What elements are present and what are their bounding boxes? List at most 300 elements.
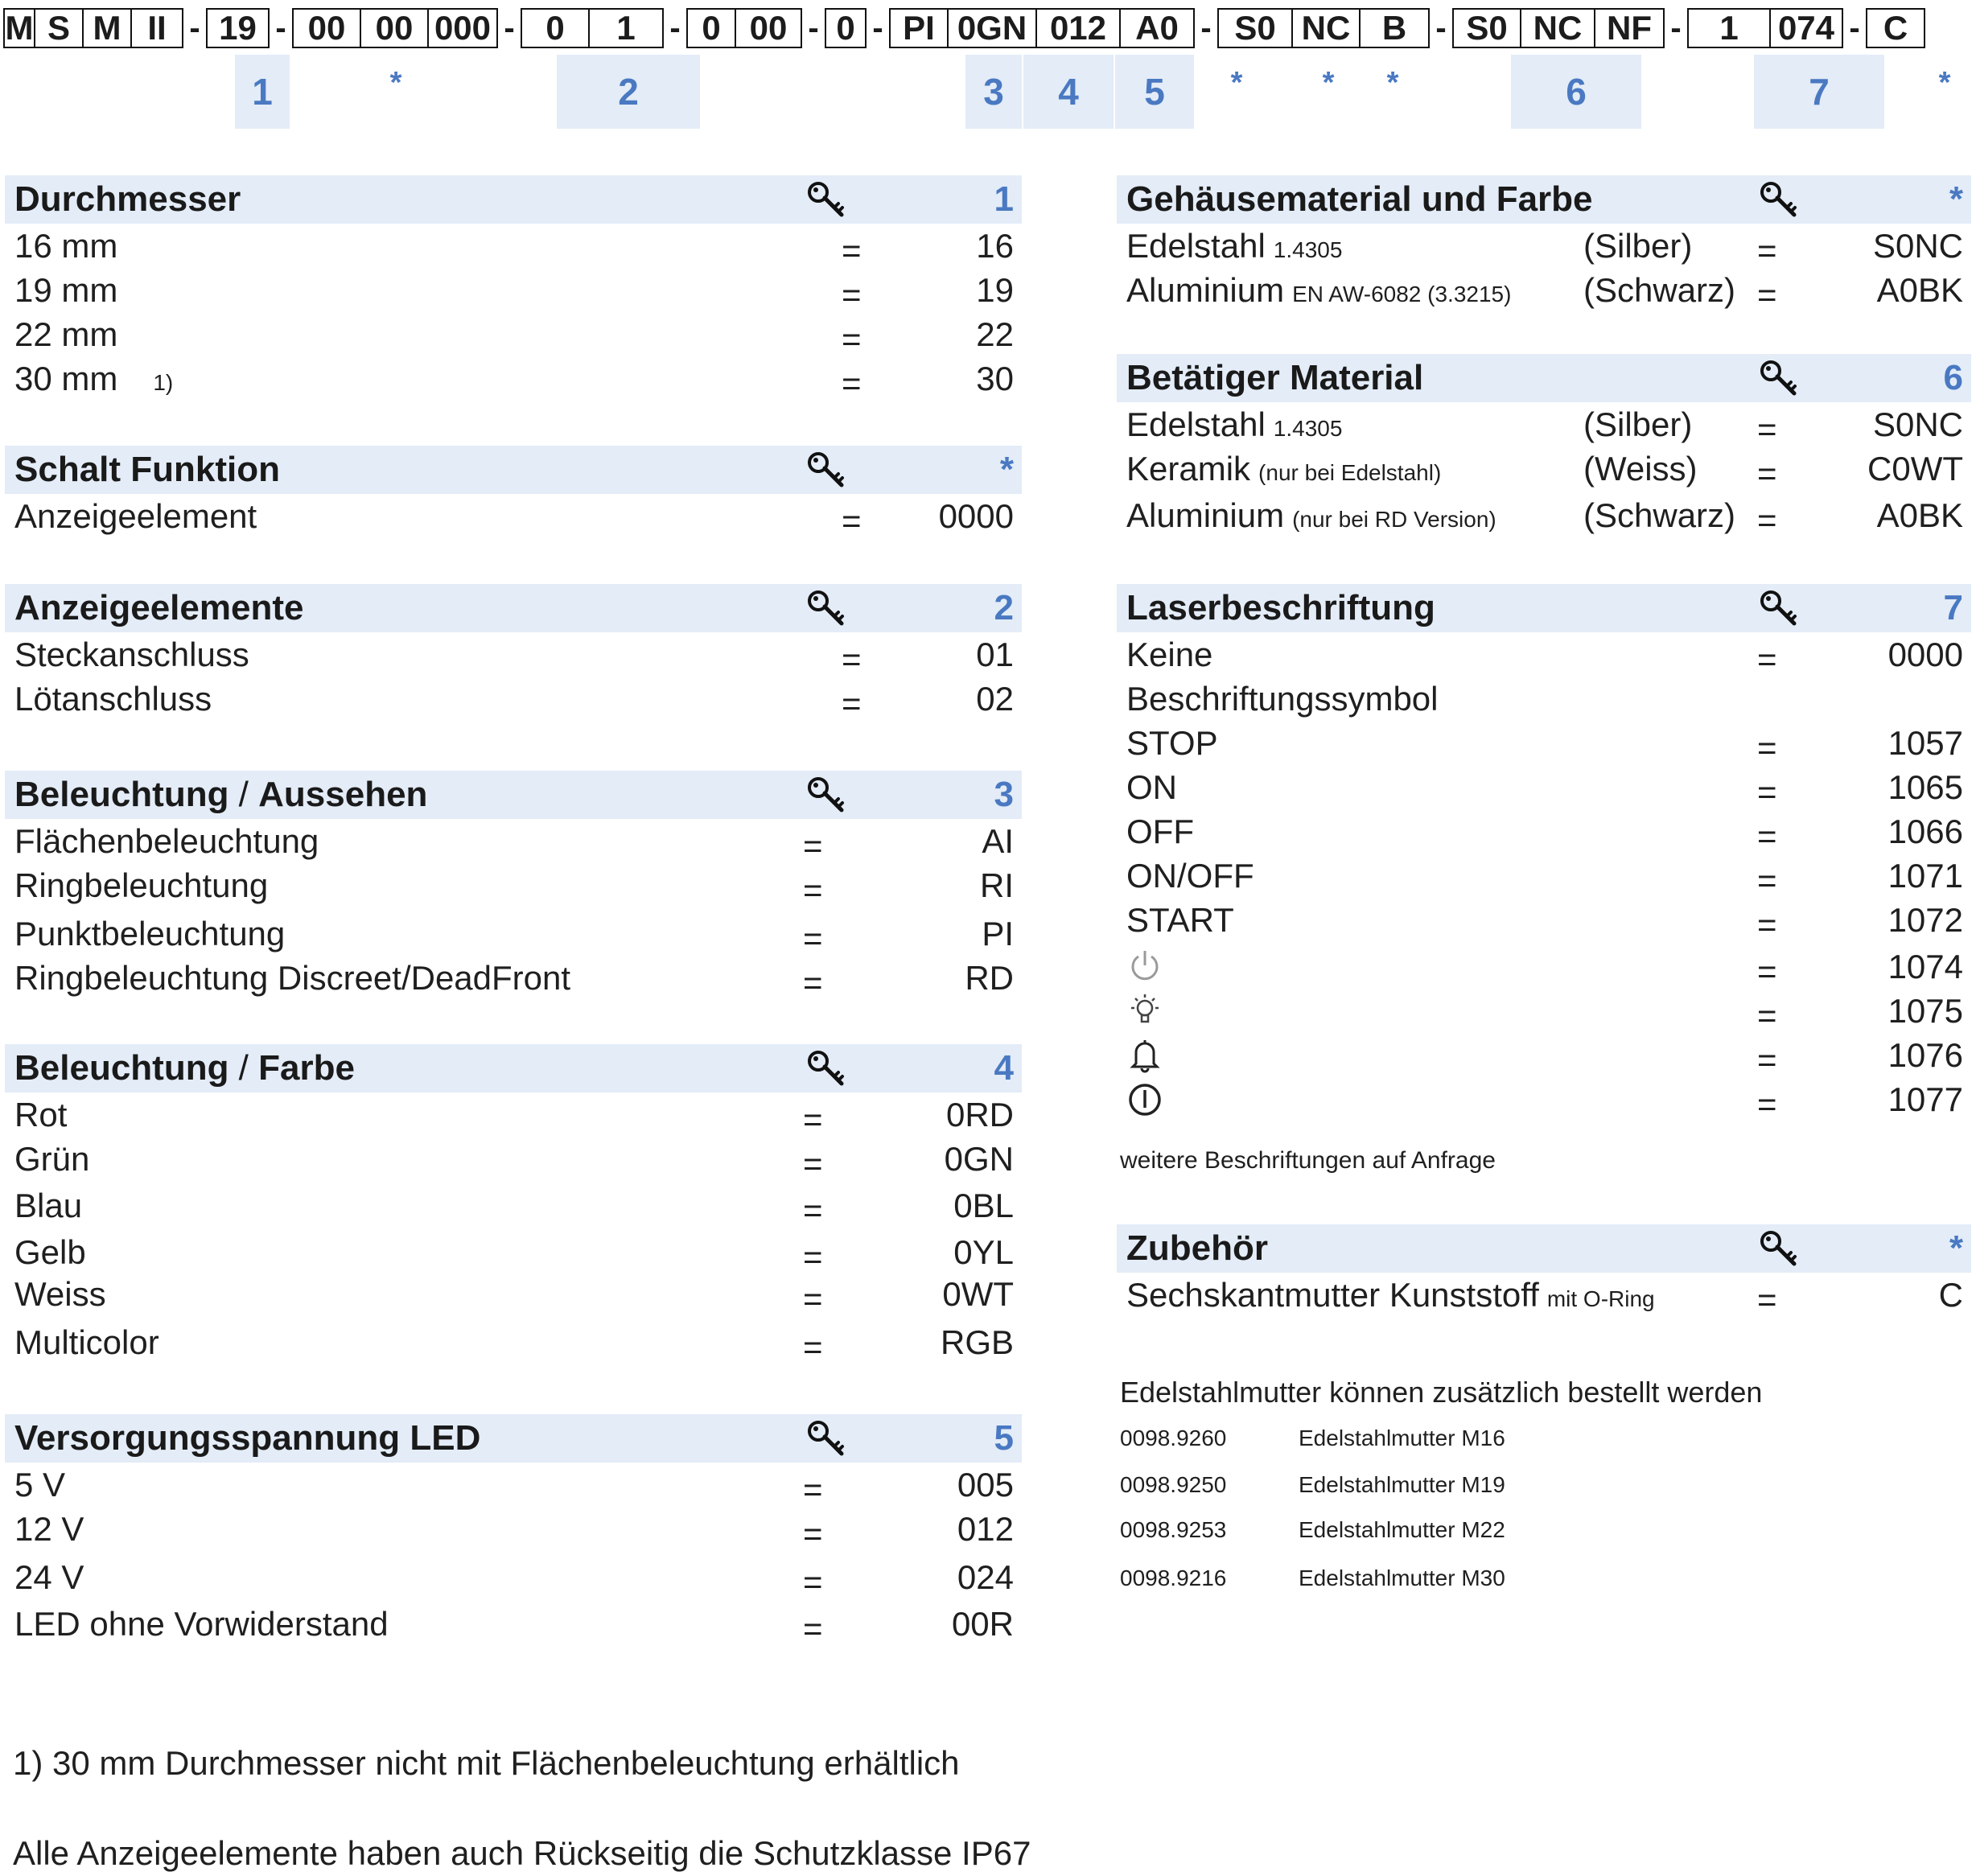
option-label <box>14 680 212 718</box>
option-label <box>14 1275 106 1314</box>
bell-icon <box>1125 1035 1165 1075</box>
option-row <box>1117 224 1971 268</box>
equals-sign: = <box>842 685 862 722</box>
section-header <box>5 1044 1022 1092</box>
option-code: 0WT <box>942 1275 1014 1313</box>
option-code: AI <box>982 822 1014 860</box>
key-icon <box>806 1419 846 1459</box>
section-index: 6 <box>1943 358 1963 397</box>
nut-article-code: 0098.9216 <box>1120 1565 1227 1590</box>
option-label-text: Ringbeleuchtung Discreet/DeadFront <box>14 959 571 997</box>
left-section <box>5 1414 1022 1646</box>
option-code: 024 <box>957 1558 1014 1596</box>
option-label-text: Lötanschluss <box>14 680 212 718</box>
code-cell: 000 <box>434 9 492 47</box>
code-dash: - <box>1670 10 1682 46</box>
option-color: (Silber) <box>1583 405 1693 443</box>
left-section <box>5 446 1022 538</box>
option-code: 1057 <box>1887 724 1963 762</box>
equals-sign: = <box>1757 817 1777 855</box>
left-section <box>5 175 1022 401</box>
equals-sign: = <box>1757 1281 1777 1319</box>
option-label <box>1126 450 1441 488</box>
option-label <box>14 1323 159 1362</box>
code-dash: - <box>1200 10 1212 46</box>
option-label-text: Aluminium <box>1126 271 1285 309</box>
option-label <box>14 1187 82 1225</box>
option-row <box>1117 1077 1971 1121</box>
section-index: 5 <box>994 1418 1014 1458</box>
option-code: 1065 <box>1887 768 1963 806</box>
code-cell: 0 <box>688 10 736 47</box>
right-section-housing <box>1117 175 1971 312</box>
code-index-position: 4 <box>1023 55 1114 129</box>
code-index-position: 7 <box>1754 55 1884 129</box>
code-cell: A0 <box>1135 9 1179 47</box>
footnote-2: Alle Anzeigeelemente haben auch Rückseitig die Schutzklasse IP67 <box>13 1834 1031 1872</box>
equals-sign: = <box>1757 501 1777 539</box>
option-code: 30 <box>976 360 1014 397</box>
option-label-detail: mit O-Ring <box>1546 1286 1655 1311</box>
left-section <box>5 584 1022 721</box>
option-code: 1074 <box>1887 948 1963 985</box>
code-dash: - <box>189 10 200 46</box>
section-index: * <box>1949 179 1963 219</box>
key-icon <box>1759 1229 1799 1269</box>
option-code: 1071 <box>1887 857 1963 895</box>
option-row <box>1117 1033 1971 1077</box>
equals-sign: = <box>1757 773 1777 811</box>
option-label-text: 30 mm <box>14 360 118 397</box>
option-row <box>5 1555 1022 1602</box>
option-row <box>5 677 1022 721</box>
code-group <box>1866 8 1925 48</box>
option-label <box>14 1558 84 1597</box>
code-dash: - <box>669 10 681 46</box>
key-icon <box>1759 359 1799 399</box>
equals-sign: = <box>1757 729 1777 767</box>
code-cell: 0 <box>522 10 590 47</box>
key-icon <box>1759 180 1799 220</box>
code-cell: NF <box>1607 9 1652 47</box>
code-cell: 0GN <box>949 10 1037 47</box>
option-row <box>5 1092 1022 1137</box>
equals-sign: = <box>1757 276 1777 314</box>
option-label <box>14 1233 86 1272</box>
section-index: * <box>999 450 1014 489</box>
option-code: 0000 <box>938 497 1014 535</box>
equals-sign: = <box>803 871 823 909</box>
nut-name: Edelstahlmutter M16 <box>1299 1426 1505 1450</box>
option-label-text: Steckanschluss <box>14 636 249 673</box>
code-index-position: 6 <box>1511 55 1641 129</box>
option-row <box>5 911 1022 956</box>
laser-note: weitere Beschriftungen auf Anfrage <box>1120 1147 1496 1174</box>
option-row <box>1117 989 1971 1033</box>
option-label-text: OFF <box>1126 813 1194 850</box>
code-cell: S0 <box>1454 10 1521 47</box>
code-group <box>3 8 183 48</box>
option-code: 005 <box>957 1466 1014 1504</box>
code-cell: S <box>35 10 84 47</box>
section-index: 1 <box>994 179 1014 219</box>
option-code: PI <box>982 915 1014 952</box>
option-code: 0GN <box>944 1140 1014 1178</box>
equals-sign: = <box>842 320 862 358</box>
option-code: 19 <box>976 271 1014 309</box>
option-label-text: Beschriftungssymbol <box>1126 680 1439 718</box>
code-cell: S0 <box>1219 10 1293 47</box>
option-code: 22 <box>976 315 1014 353</box>
section-title <box>5 1048 355 1088</box>
option-label <box>1126 271 1511 310</box>
code-cell: 1 <box>1689 10 1771 47</box>
code-group <box>292 8 498 48</box>
option-label-detail: 1.4305 <box>1273 416 1343 441</box>
code-dash: - <box>275 10 286 46</box>
equals-sign: = <box>803 1145 823 1183</box>
option-label-text: ON/OFF <box>1126 857 1254 895</box>
option-code: S0NC <box>1872 405 1963 443</box>
code-cell: 19 <box>219 9 257 47</box>
equals-sign: = <box>1757 997 1777 1035</box>
footnote-1: 1) 30 mm Durchmesser nicht mit Flächenbeleuchtung erhältlich <box>13 1744 960 1782</box>
option-code: 1072 <box>1887 901 1963 939</box>
code-dash: - <box>808 10 819 46</box>
section-index: 2 <box>994 588 1014 627</box>
option-row <box>5 956 1022 1000</box>
equals-sign: = <box>842 364 862 402</box>
equals-sign: = <box>803 1515 823 1553</box>
code-index-star: * <box>1230 66 1243 100</box>
option-row <box>5 1272 1022 1320</box>
option-label-text: STOP <box>1126 724 1218 762</box>
option-code: RD <box>965 959 1014 997</box>
option-row <box>1117 1273 1971 1317</box>
option-label <box>14 315 117 354</box>
order-code-bar <box>3 5 1973 51</box>
nut-article-code: 0098.9250 <box>1120 1472 1227 1497</box>
section-title: Laserbeschriftung <box>1126 588 1435 627</box>
option-label <box>1126 405 1342 444</box>
code-group <box>1687 8 1843 48</box>
section-header <box>1117 584 1971 632</box>
option-label-text: Edelstahl <box>1126 405 1266 443</box>
equals-sign: = <box>803 1191 823 1229</box>
option-label-text: Flächenbeleuchtung <box>14 822 319 860</box>
option-label <box>14 1510 84 1549</box>
code-index-position: 2 <box>557 55 700 129</box>
code-cell: 00 <box>749 9 788 47</box>
option-code: C0WT <box>1867 450 1963 488</box>
section-header <box>1117 1224 1971 1273</box>
code-group <box>889 8 1195 48</box>
equals-sign: = <box>803 1101 823 1138</box>
option-row <box>5 356 1022 401</box>
key-icon <box>806 1049 846 1089</box>
equals-sign: = <box>803 919 823 957</box>
option-label-detail: 1.4305 <box>1273 237 1343 262</box>
option-label-detail: (nur bei Edelstahl) <box>1258 460 1442 485</box>
option-row <box>1117 402 1971 446</box>
option-label-detail: (nur bei RD Version) <box>1292 507 1496 532</box>
section-index: 3 <box>994 775 1014 814</box>
equals-sign: = <box>803 1610 823 1648</box>
code-index-star: * <box>1386 66 1399 100</box>
equals-sign: = <box>1757 906 1777 944</box>
option-label-text: Sechskantmutter Kunststoff <box>1126 1276 1539 1314</box>
section-title: Versorgungsspannung LED <box>14 1418 481 1458</box>
option-row <box>5 632 1022 677</box>
code-cell: PI <box>891 10 949 47</box>
section-title-part: Beleuchtung <box>14 775 229 814</box>
section-header <box>5 446 1022 494</box>
section-title: Betätiger Material <box>1126 358 1424 397</box>
section-header <box>1117 354 1971 402</box>
nut-article-code: 0098.9260 <box>1120 1426 1227 1450</box>
nut-article-code: 0098.9253 <box>1120 1517 1227 1542</box>
equals-sign: = <box>1757 455 1777 492</box>
option-row <box>5 268 1022 312</box>
code-cell: II <box>147 9 167 47</box>
option-code: 02 <box>976 680 1014 718</box>
option-label <box>1126 227 1342 265</box>
option-label-text: 22 mm <box>14 315 118 353</box>
code-cell: M <box>5 10 35 47</box>
code-group <box>206 8 270 48</box>
option-label-text: 16 mm <box>14 227 118 265</box>
option-row <box>5 494 1022 538</box>
option-code: 0BL <box>953 1187 1014 1224</box>
section-title: Durchmesser <box>14 179 241 219</box>
code-dash: - <box>1849 10 1860 46</box>
option-color: (Silber) <box>1583 227 1693 265</box>
option-code: A0BK <box>1876 496 1963 534</box>
section-title-part: Beleuchtung <box>14 1048 229 1088</box>
key-icon <box>806 775 846 816</box>
option-label <box>1126 857 1254 895</box>
equals-sign: = <box>1757 862 1777 899</box>
option-label <box>14 1605 389 1644</box>
right-section-laser <box>1117 584 1971 1121</box>
option-label <box>14 360 173 398</box>
extra-nuts-heading: Edelstahlmutter können zusätzlich bestellt werden <box>1120 1376 1763 1409</box>
section-title: Anzeigeelemente <box>14 588 304 627</box>
equals-sign: = <box>842 502 862 540</box>
code-group <box>825 8 867 48</box>
section-title-separator: / <box>228 1048 259 1088</box>
option-code: RI <box>980 866 1014 904</box>
nut-name: Edelstahlmutter M19 <box>1299 1472 1505 1497</box>
equals-sign: = <box>803 1471 823 1508</box>
option-row <box>5 863 1022 911</box>
option-label <box>1126 1276 1655 1314</box>
equals-sign: = <box>1757 952 1777 990</box>
code-index-star: * <box>389 66 402 100</box>
option-label <box>1126 496 1496 535</box>
option-row <box>1117 446 1971 493</box>
option-row <box>5 819 1022 863</box>
option-label-text: Keine <box>1126 636 1213 673</box>
option-label-text: Multicolor <box>14 1323 159 1361</box>
code-dash: - <box>1435 10 1447 46</box>
option-label-text: Blau <box>14 1187 83 1224</box>
lightbulb-icon <box>1125 990 1165 1031</box>
option-row <box>1117 493 1971 540</box>
option-row <box>5 1230 1022 1276</box>
option-row <box>5 1602 1022 1646</box>
option-label <box>14 822 319 861</box>
option-code: 0000 <box>1887 636 1963 673</box>
option-label-text: START <box>1126 901 1234 939</box>
footnote-ref: 1) <box>153 370 174 395</box>
code-cell: 00 <box>361 10 429 47</box>
option-label-text: Aluminium <box>1126 496 1285 534</box>
code-index-position: 5 <box>1115 55 1194 129</box>
code-cell: 1 <box>616 9 636 47</box>
option-label-text: 19 mm <box>14 271 118 309</box>
option-label <box>14 915 285 953</box>
option-label-text: Anzeigeelement <box>14 497 257 535</box>
option-row <box>5 312 1022 356</box>
nut-name: Edelstahlmutter M22 <box>1299 1517 1505 1542</box>
code-group <box>1217 8 1430 48</box>
equals-sign: = <box>1757 232 1777 269</box>
equals-sign: = <box>803 964 823 1002</box>
option-color: (Schwarz) <box>1583 271 1736 309</box>
code-index-star: * <box>1938 66 1951 100</box>
equals-sign: = <box>842 232 862 269</box>
equals-sign: = <box>803 827 823 865</box>
section-header <box>5 584 1022 632</box>
equals-sign: = <box>1757 1041 1777 1079</box>
option-label <box>1126 724 1218 763</box>
option-row <box>5 224 1022 268</box>
option-row <box>1117 944 1971 989</box>
code-index-star: * <box>1322 66 1335 100</box>
info-circle-icon <box>1125 1079 1165 1119</box>
option-row <box>5 1183 1022 1230</box>
equals-sign: = <box>842 276 862 314</box>
option-row <box>1117 268 1971 312</box>
option-label-text: Rot <box>14 1096 68 1133</box>
option-label-text: Keramik <box>1126 450 1251 488</box>
option-code: 01 <box>976 636 1014 673</box>
option-label-text: Grün <box>14 1140 90 1178</box>
option-code: A0BK <box>1876 271 1963 309</box>
option-row <box>1117 677 1971 721</box>
code-cell: C <box>1883 9 1908 47</box>
code-cell: NC <box>1293 10 1361 47</box>
option-code: 1077 <box>1887 1080 1963 1118</box>
nut-name: Edelstahlmutter M30 <box>1299 1565 1505 1590</box>
option-row <box>5 1463 1022 1507</box>
code-dash: - <box>504 10 515 46</box>
option-code: C <box>1938 1276 1963 1314</box>
equals-sign: = <box>803 1238 823 1276</box>
option-color: (Weiss) <box>1583 450 1698 488</box>
option-code: 1066 <box>1887 813 1963 850</box>
option-label <box>1126 636 1212 674</box>
option-code: 00R <box>951 1605 1014 1643</box>
option-row <box>5 1507 1022 1555</box>
key-icon <box>806 589 846 629</box>
equals-sign: = <box>803 1328 823 1366</box>
section-index: 4 <box>994 1048 1014 1088</box>
section-header <box>5 771 1022 819</box>
equals-sign: = <box>803 1280 823 1318</box>
code-cell: 0 <box>836 9 855 47</box>
option-label-text: ON <box>1126 768 1177 806</box>
equals-sign: = <box>842 640 862 678</box>
section-title: Zubehör <box>1126 1228 1268 1268</box>
option-code: RGB <box>940 1323 1014 1361</box>
equals-sign: = <box>1757 1085 1777 1123</box>
key-icon <box>806 180 846 220</box>
option-code: S0NC <box>1872 227 1963 265</box>
option-row <box>5 1320 1022 1364</box>
code-index-position: 1 <box>235 55 290 129</box>
right-section-actuator <box>1117 354 1971 540</box>
option-code: 012 <box>957 1510 1014 1548</box>
option-row <box>1117 632 1971 677</box>
section-title-separator: / <box>228 775 259 814</box>
code-group <box>521 8 664 48</box>
option-label <box>14 1140 89 1179</box>
section-header <box>1117 175 1971 224</box>
option-label-text: Gelb <box>14 1233 86 1271</box>
section-title-part: Farbe <box>258 1048 355 1088</box>
option-label-text: 5 V <box>14 1466 66 1504</box>
power-icon <box>1125 946 1165 986</box>
code-cell: 074 <box>1777 9 1835 47</box>
option-label-detail: EN AW-6082 (3.3215) <box>1292 282 1512 306</box>
code-index-position: 3 <box>965 55 1022 129</box>
option-label-text: 24 V <box>14 1558 84 1596</box>
option-code: 0RD <box>945 1096 1014 1133</box>
equals-sign: = <box>803 1563 823 1601</box>
code-group <box>686 8 802 48</box>
option-label <box>14 497 257 536</box>
equals-sign: = <box>1757 410 1777 448</box>
section-title <box>5 775 427 815</box>
section-title-part: Aussehen <box>258 775 428 814</box>
option-label-text: Weiss <box>14 1275 106 1313</box>
code-cell: 00 <box>294 10 361 47</box>
option-color: (Schwarz) <box>1583 496 1736 534</box>
section-index: * <box>1949 1228 1963 1268</box>
option-label <box>14 227 117 265</box>
option-label-text: LED ohne Vorwiderstand <box>14 1605 389 1643</box>
equals-sign: = <box>1757 640 1777 678</box>
left-section <box>5 771 1022 1000</box>
left-section <box>5 1044 1022 1364</box>
option-label <box>1126 901 1234 940</box>
option-label <box>14 1466 65 1504</box>
option-row <box>1117 898 1971 944</box>
code-dash: - <box>872 10 883 46</box>
option-code: 0YL <box>953 1233 1014 1271</box>
key-icon <box>1759 589 1799 629</box>
right-section-accessories <box>1117 1224 1971 1317</box>
option-label <box>14 866 268 905</box>
code-cell: 012 <box>1037 10 1121 47</box>
section-index: 7 <box>1943 588 1963 627</box>
code-group <box>1452 8 1665 48</box>
option-code: 1075 <box>1887 992 1963 1030</box>
option-code: 1076 <box>1887 1036 1963 1074</box>
code-cell: B <box>1381 9 1407 47</box>
